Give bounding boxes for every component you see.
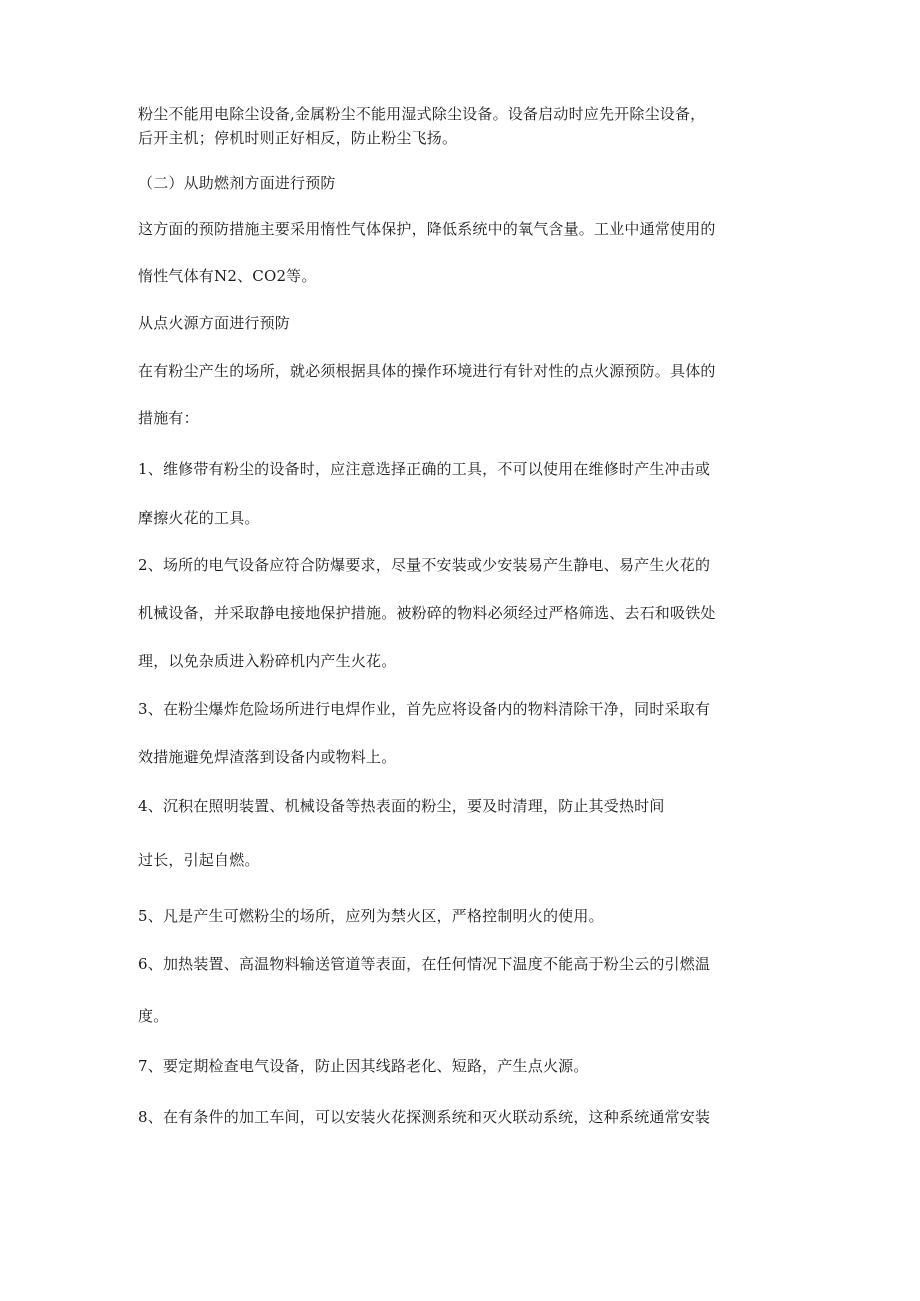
text-line: 过长，引起自燃。	[138, 851, 260, 869]
list-item: 2、场所的电气设备应符合防爆要求，尽量不安装或少安装易产生静电、易产生火花的	[138, 556, 711, 574]
section-heading: （二）从助燃剂方面进行预防	[138, 174, 336, 192]
text-line: 惰性气体有N2、CO2等。	[138, 267, 317, 285]
text-line: 机械设备，并采取静电接地保护措施。被粉碎的物料必须经过严格筛选、去石和吸铁处	[138, 604, 716, 622]
list-item: 7、要定期检查电气设备，防止因其线路老化、短路，产生点火源。	[138, 1057, 589, 1075]
list-item: 4、沉积在照明装置、机械设备等热表面的粉尘，要及时清理，防止其受热时间	[138, 797, 665, 815]
text-line: 在有粉尘产生的场所，就必须根据具体的操作环境进行有针对性的点火源预防。具体的	[138, 362, 716, 380]
section-heading: 从点火源方面进行预防	[138, 314, 291, 332]
list-item: 1、维修带有粉尘的设备时，应注意选择正确的工具，不可以使用在维修时产生冲击或	[138, 460, 711, 478]
text-line: 摩擦火花的工具。	[138, 509, 260, 527]
list-item: 6、加热装置、高温物料输送管道等表面，在任何情况下温度不能高于粉尘云的引燃温	[138, 955, 711, 973]
list-item: 3、在粉尘爆炸危险场所进行电焊作业，首先应将设备内的物料清除干净，同时采取有	[138, 700, 711, 718]
text-line: 后开主机；停机时则正好相反，防止粉尘飞扬。	[138, 129, 458, 147]
list-item: 5、凡是产生可燃粉尘的场所，应列为禁火区，严格控制明火的使用。	[138, 907, 604, 925]
text-line: 措施有：	[138, 409, 199, 427]
text-line: 度。	[138, 1007, 169, 1025]
text-line: 粉尘不能用电除尘设备,金属粉尘不能用湿式除尘设备。设备启动时应先开除尘设备，	[138, 105, 706, 123]
list-item: 8、在有条件的加工车间，可以安装火花探测系统和灭火联动系统，这种系统通常安装	[138, 1108, 711, 1126]
text-line: 效措施避免焊渣落到设备内或物料上。	[138, 748, 397, 766]
text-line: 这方面的预防措施主要采用惰性气体保护，降低系统中的氧气含量。工业中通常使用的	[138, 220, 716, 238]
text-line: 理，以免杂质进入粉碎机内产生火花。	[138, 652, 397, 670]
